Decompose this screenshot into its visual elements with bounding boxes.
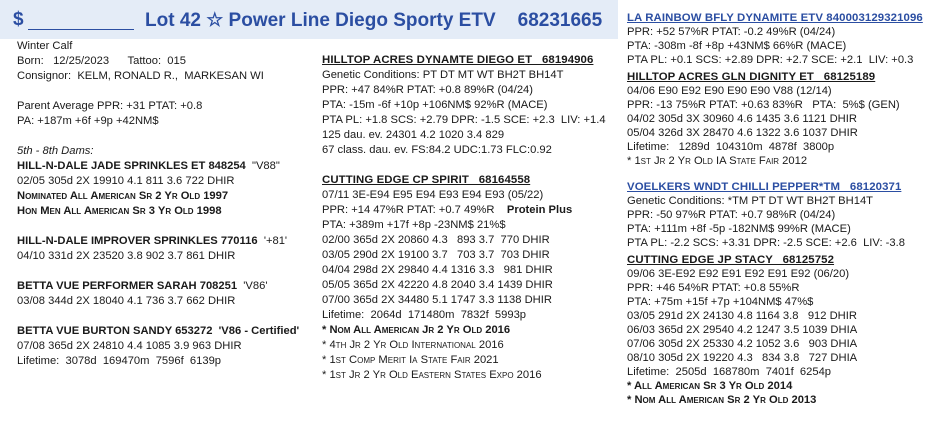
- pedigree-line: 06/03 365d 2X 29540 4.2 1247 3.5 1039 DHIA: [627, 324, 858, 336]
- pedigree-line: Lifetime: 1289d 104310m 4878f 3800p: [627, 141, 835, 153]
- dam-classification: "V88": [252, 160, 280, 172]
- lot-header: [13, 9, 613, 35]
- sire-pta-pl: PTA PL: +1.8 SCS: +2.79 DPR: -1.5 SCE: +2.3 LIV: +1.4: [322, 114, 606, 126]
- dam-award: * 1st Comp Merit Ia State Fair 2021: [322, 354, 499, 366]
- dam-classification: 'V86 - Certified': [218, 325, 300, 337]
- dam-classification-history: 07/11 3E-E94 E95 E94 E93 E94 E93 (05/22): [322, 189, 544, 201]
- dam-award: Nominated All American Sr 2 Yr Old 1997: [17, 190, 229, 202]
- pedigree-line: PTA: -308m -8f +8p +43NM$ 66%R (MACE): [627, 40, 847, 52]
- price-blank-line: [28, 29, 134, 30]
- pedigree-name: CUTTING EDGE JP STACY 68125752: [627, 254, 835, 266]
- parent-average-pa: PA: +187m +6f +9p +42NM$: [17, 115, 159, 127]
- dam-pta: PTA: +389m +17f +8p -23NM$ 21%$: [322, 219, 506, 231]
- sire-daughters: 125 dau. ev. 24301 4.2 1020 3.4 829: [322, 129, 505, 141]
- dam-name: HILL-N-DALE JADE SPRINKLES ET 848254: [17, 160, 246, 172]
- dam-record: 02/05 305d 2X 19910 4.1 811 3.6 722 DHIR: [17, 175, 235, 187]
- dam-award: * 1st Jr 2 Yr Old Eastern States Expo 2016: [322, 369, 542, 381]
- pedigree-name: HILLTOP ACRES GLN DIGNITY ET 68125189: [627, 71, 876, 83]
- dam-entry: [17, 159, 313, 219]
- dam-record: 07/00 365d 2X 34480 5.1 1747 3.3 1138 DHIR: [322, 294, 552, 306]
- pedigree-award: * All American Sr 3 Yr Old 2014: [627, 380, 793, 392]
- pedigree-award: * 1st Jr 2 Yr Old IA State Fair 2012: [627, 155, 808, 167]
- right-column: [627, 11, 937, 407]
- sire-pta: PTA: -15m -6f +10p +106NM$ 92%R (MACE): [322, 99, 548, 111]
- dam-record: 02/00 365d 2X 20860 4.3 893 3.7 770 DHIR: [322, 234, 550, 246]
- lot-registration: 68231665: [517, 10, 603, 31]
- dam-entry: [17, 279, 313, 309]
- pedigree-line: 09/06 3E-E92 E92 E91 E92 E91 E92 (06/20): [627, 268, 850, 280]
- age-class: Winter Calf: [17, 40, 73, 52]
- pedigree-name: LA RAINBOW BFLY DYNAMITE ETV 840003129321096: [627, 12, 923, 24]
- pedigree-line: PPR: +46 54%R PTAT: +0.8 55%R: [627, 282, 800, 294]
- dam-name: HILL-N-DALE IMPROVER SPRINKLES 770116: [17, 235, 258, 247]
- dam-lifetime: Lifetime: 2064d 171480m 7832f 5993p: [322, 309, 527, 321]
- dam-record: 05/05 365d 2X 42220 4.8 2040 3.4 1439 DHIR: [322, 279, 553, 291]
- pedigree-line: 03/05 291d 2X 24130 4.8 1164 3.8 912 DHIR: [627, 310, 857, 322]
- pedigree-line: PTA PL: +0.1 SCS: +2.89 DPR: +2.7 SCE: +2.1 LIV: +0.3: [627, 54, 914, 66]
- lot-title: [145, 9, 602, 32]
- dam-classification: 'V86': [243, 280, 268, 292]
- pedigree-line: 07/06 305d 2X 25330 4.2 1052 3.6 903 DHIA: [627, 338, 858, 350]
- pedigree-line: 04/02 305d 3X 30960 4.6 1435 3.6 1121 DHIR: [627, 113, 857, 125]
- dam-record: 03/05 290d 2X 19100 3.7 703 3.7 703 DHIR: [322, 249, 550, 261]
- dam-entry: [17, 324, 313, 369]
- pedigree-line: PTA PL: -2.2 SCS: +3.31 DPR: -2.5 SCE: +2.6 LIV: -3.8: [627, 237, 905, 249]
- pedigree-line: PPR: -50 97%R PTAT: +0.7 98%R (04/24): [627, 209, 836, 221]
- dam-award: Hon Men All American Sr 3 Yr Old 1998: [17, 205, 222, 217]
- pedigree-award: * Nom All American Sr 2 Yr Old 2013: [627, 394, 817, 406]
- dam-record: 04/10 331d 2X 23520 3.8 902 3.7 861 DHIR: [17, 250, 236, 262]
- pedigree-line: 08/10 305d 2X 19220 4.3 834 3.8 727 DHIA: [627, 352, 858, 364]
- protein-plus-badge: Protein Plus: [506, 204, 573, 216]
- dam-award: * Nom All American Jr 2 Yr Old 2016: [322, 324, 511, 336]
- parent-average-ppr: Parent Average PPR: +31 PTAT: +0.8: [17, 100, 203, 112]
- birth-tattoo: Born: 12/25/2023 Tattoo: 015: [17, 55, 186, 67]
- dam-name: BETTA VUE PERFORMER SARAH 708251: [17, 280, 238, 292]
- price-label: $: [13, 9, 24, 30]
- sire-genetic-conditions: Genetic Conditions: PT DT MT WT BH2T BH14T: [322, 69, 564, 81]
- pedigree-line: 05/04 326d 3X 28470 4.6 1322 3.6 1037 DHIR: [627, 127, 858, 139]
- dam-name: BETTA VUE BURTON SANDY 653272: [17, 325, 213, 337]
- lot-name: Lot 42 ☆ Power Line Diego Sporty ETV: [145, 10, 496, 31]
- pedigree-line: PTA: +111m +8f -5p -182NM$ 99%R (MACE): [627, 223, 851, 235]
- pedigree-line: 04/06 E90 E92 E90 E90 E90 V88 (12/14): [627, 85, 832, 97]
- consignor: Consignor: KELM, RONALD R., MARKESAN WI: [17, 70, 264, 82]
- pedigree-line: Lifetime: 2505d 168780m 7401f 6254p: [627, 366, 832, 378]
- sire-ppr: PPR: +47 84%R PTAT: +0.8 89%R (04/24): [322, 84, 534, 96]
- dam-record: 03/08 344d 2X 18040 4.1 736 3.7 662 DHIR: [17, 295, 236, 307]
- dam-entry: [17, 234, 313, 264]
- dam-name: CUTTING EDGE CP SPIRIT 68164558: [322, 174, 531, 186]
- dam-classification: '+81': [263, 235, 288, 247]
- dam-award: * 4th Jr 2 Yr Old International 2016: [322, 339, 504, 351]
- dam-record: 07/08 365d 2X 24810 4.4 1085 3.9 963 DHIR: [17, 340, 242, 352]
- sire-classified: 67 class. dau. ev. FS:84.2 UDC:1.73 FLC:0.92: [322, 144, 552, 156]
- pedigree-name: VOELKERS WNDT CHILLI PEPPER*TM 68120371: [627, 181, 902, 193]
- sire-name: HILLTOP ACRES DYNAMTE DIEGO ET 68194906: [322, 54, 594, 66]
- middle-column: [322, 53, 618, 383]
- dam-ppr: PPR: +14 47%R PTAT: +0.7 49%R: [322, 204, 495, 216]
- pedigree-line: PTA: +75m +15f +7p +104NM$ 47%$: [627, 296, 814, 308]
- dam-record: 04/04 298d 2X 29840 4.4 1316 3.3 981 DHIR: [322, 264, 553, 276]
- pedigree-line: Genetic Conditions: *TM PT DT WT BH2T BH14T: [627, 195, 873, 207]
- dam-lifetime: Lifetime: 3078d 169470m 7596f 6139p: [17, 355, 222, 367]
- dams-label: 5th - 8th Dams:: [17, 145, 94, 157]
- pedigree-line: PPR: -13 75%R PTAT: +0.63 83%R PTA: 5%$ (GEN): [627, 99, 900, 111]
- left-column: [17, 39, 313, 369]
- pedigree-line: PPR: +52 57%R PTAT: -0.2 49%R (04/24): [627, 26, 836, 38]
